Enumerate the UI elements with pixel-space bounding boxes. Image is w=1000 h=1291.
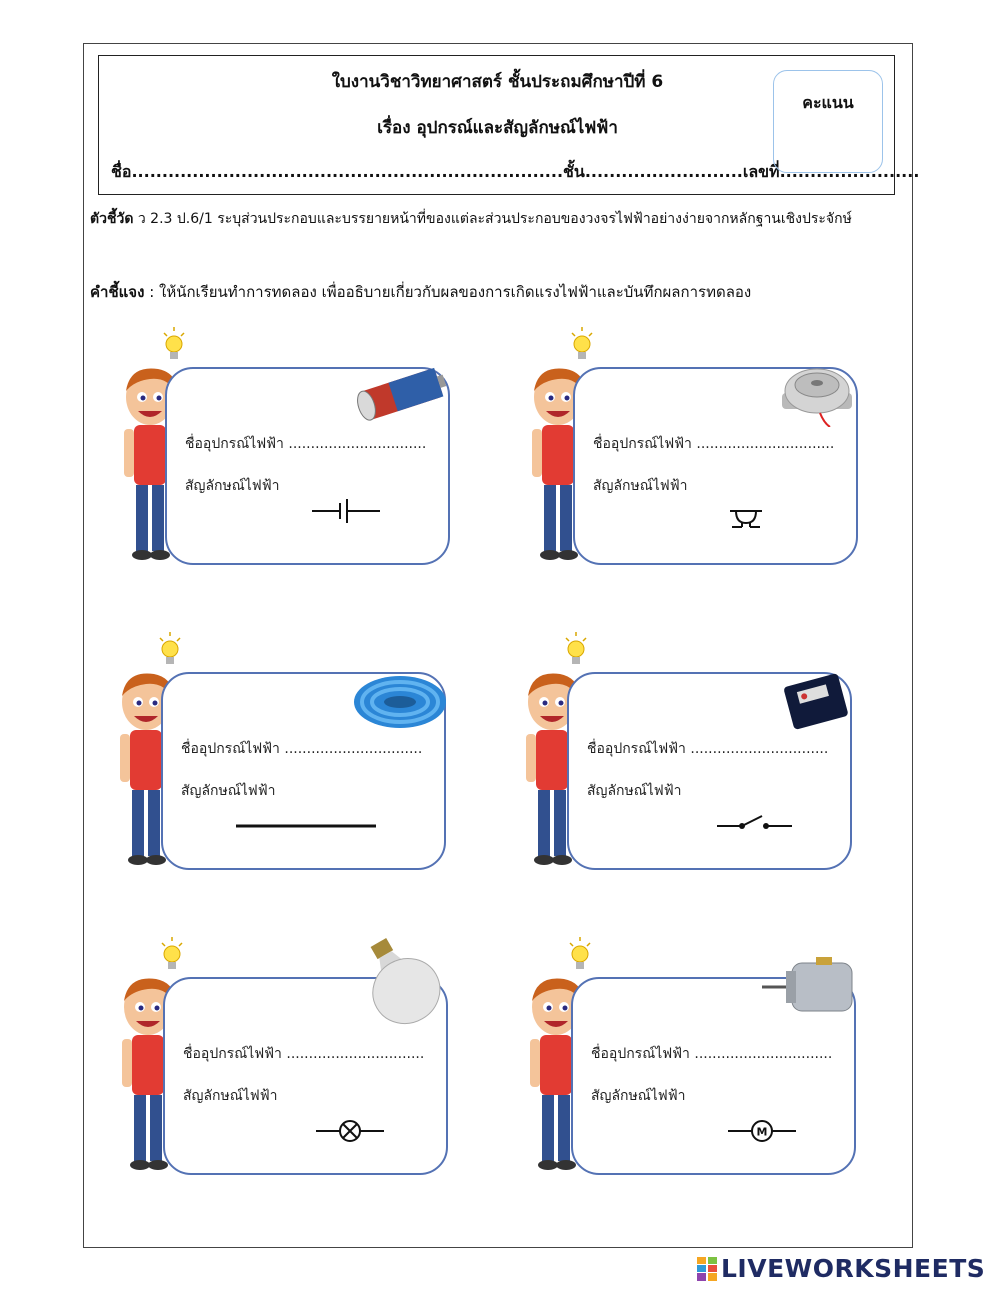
device-name-field[interactable]: ชื่ออุปกรณ์ไฟฟ้า ...............................: [591, 1046, 833, 1062]
lightbulb-icon: [570, 327, 594, 363]
lightbulb-icon: [160, 937, 184, 973]
symbol-label: สัญลักษณ์ไฟฟ้า: [587, 783, 682, 799]
battery-icon: [352, 357, 452, 427]
student-info-line[interactable]: ชื่อ.......................................................................ชั้น..........................เลขที่.......................: [111, 162, 920, 181]
symbol-label: สัญลักษณ์ไฟฟ้า: [183, 1088, 278, 1104]
switch-icon: [754, 662, 854, 732]
cell-symbol-icon: [270, 497, 400, 537]
light-bulb-photo-icon: [350, 937, 450, 1027]
worksheet-subtitle: เรื่อง อุปกรณ์และสัญลักษณ์ไฟฟ้า: [377, 118, 618, 138]
instruction-text: [90, 280, 910, 304]
instruction-label: คำชี้แจง: [90, 283, 145, 301]
liveworksheets-logo: [697, 1254, 985, 1283]
indicator-text: [90, 206, 890, 232]
wire-coil-icon: [348, 662, 448, 732]
score-label: คะแนน: [802, 93, 854, 112]
device-card-motor: [526, 937, 886, 1177]
device-name-field[interactable]: ชื่ออุปกรณ์ไฟฟ้า ...............................: [183, 1046, 425, 1062]
lightbulb-icon: [162, 327, 186, 363]
device-card-buzzer: [528, 327, 888, 567]
liveworksheets-mark-icon: [697, 1257, 717, 1281]
buzzer-symbol-icon: [678, 497, 808, 537]
lightbulb-icon: [568, 937, 592, 973]
indicator-label: ตัวชี้วัด: [90, 211, 134, 227]
device-card-battery: [120, 327, 480, 567]
device-card-light-bulb: [118, 937, 478, 1177]
switch-symbol-icon: [712, 802, 842, 842]
symbol-label: สัญลักษณ์ไฟฟ้า: [593, 478, 688, 494]
brand-name: LIVEWORKSHEETS: [721, 1254, 986, 1283]
motor-symbol-icon: [726, 1107, 856, 1147]
symbol-label: สัญลักษณ์ไฟฟ้า: [185, 478, 280, 494]
motor-icon: [758, 949, 858, 1029]
device-name-field[interactable]: ชื่ออุปกรณ์ไฟฟ้า ...............................: [587, 741, 829, 757]
lamp-symbol-icon: [308, 1107, 438, 1147]
indicator-body: ว 2.3 ป.6/1 ระบุส่วนประกอบและบรรยายหน้าที่ของแต่ละส่วนประกอบของวงจรไฟฟ้าอย่างง่ายจากหลักฐานเชิงประจักษ์: [133, 211, 852, 227]
symbol-label: สัญลักษณ์ไฟฟ้า: [591, 1088, 686, 1104]
device-card-wire: [116, 632, 476, 872]
worksheet-title: ใบงานวิชาวิทยาศาสตร์ ชั้นประถมศึกษาปีที่ 6: [331, 72, 664, 92]
lightbulb-icon: [158, 632, 182, 668]
score-box[interactable]: [773, 70, 883, 173]
device-name-field[interactable]: ชื่ออุปกรณ์ไฟฟ้า ...............................: [593, 436, 835, 452]
buzzer-icon: [760, 357, 860, 427]
device-name-field[interactable]: ชื่ออุปกรณ์ไฟฟ้า ...............................: [181, 741, 423, 757]
device-card-switch: [522, 632, 882, 872]
lightbulb-icon: [564, 632, 588, 668]
instruction-body: : ให้นักเรียนทำการทดลอง เพื่ออธิบายเกี่ยวกับผลของการเกิดแรงไฟฟ้าและบันทึกผลการทดลอง: [144, 283, 752, 301]
device-name-field[interactable]: ชื่ออุปกรณ์ไฟฟ้า ...............................: [185, 436, 427, 452]
motor-symbol-letter: M: [756, 1125, 768, 1139]
wire-symbol-icon: [226, 802, 376, 842]
symbol-label: สัญลักษณ์ไฟฟ้า: [181, 783, 276, 799]
